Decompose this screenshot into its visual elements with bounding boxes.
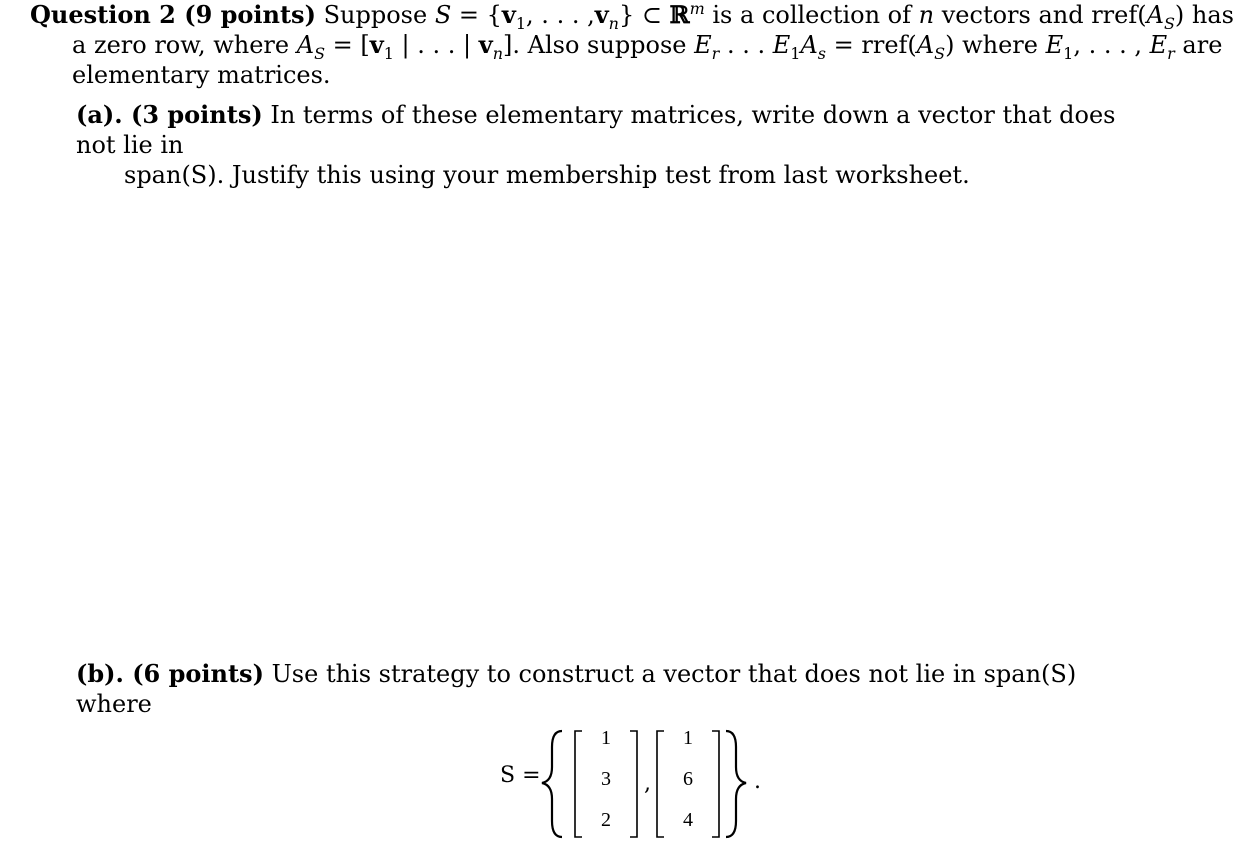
dimension-m: m (689, 0, 705, 18)
question-text-d: a zero row, where (72, 31, 297, 59)
question-label: Question 2 (9 points) (30, 0, 316, 29)
left-brace (542, 731, 562, 837)
v1-entry-3: 2 (601, 809, 611, 831)
question-line-3: elementary matrices. (72, 61, 331, 89)
question-statement (30, 0, 1234, 90)
question-line-2: a zero row, where $A_S = [v_1$ | . . . | $v_n$]. Also suppose $E_r$ . . . $E_1A_s$ = $rref(A_S)$ where $E_1$, . . . , $E_r$ are (72, 30, 1223, 63)
v2-entry-2: 6 (683, 768, 693, 790)
set-symbol: S (434, 1, 452, 29)
v1-left-bracket (575, 731, 582, 837)
set-lhs: S = (500, 763, 541, 788)
real-space-symbol: ℝ (669, 0, 690, 29)
question-text-b: vectors and rref( (934, 1, 1147, 29)
part-a (76, 100, 1146, 190)
set-brackets (496, 725, 776, 845)
part-b-label: (b). (6 points) (76, 659, 264, 688)
question-text-e: Also suppose (527, 31, 695, 59)
question-line-1: Question 2 (9 points) Suppose $S = \{v_1$, . . . $,v_n$} ⊂ ℝ$^m$ is a collection of n vectors and $rref(A_S)$ has (30, 0, 1234, 33)
v2-entry-3: 4 (683, 809, 693, 831)
question-intro: Suppose (323, 1, 428, 29)
a-symbol: A (1146, 1, 1164, 29)
vector-separator-comma: , (644, 771, 651, 796)
v2-left-bracket (657, 731, 664, 837)
ending-period: . (754, 769, 761, 794)
part-b-text: Use this strategy to construct a vector that does not lie in span(S) where (76, 660, 1077, 718)
v1-entry-1: 1 (601, 727, 611, 749)
n-symbol: n (918, 1, 935, 29)
s-subscript: S (1163, 13, 1175, 33)
question-text-g: ) where (945, 31, 1046, 59)
part-a-text-2: span(S). Justify this using your membership test from last worksheet. (124, 161, 970, 189)
set-equation (496, 725, 776, 845)
part-a-line-1 (76, 100, 1146, 160)
question-text-c: ) has (1174, 1, 1234, 29)
v2-right-bracket (712, 731, 719, 837)
right-brace (726, 731, 746, 837)
v1-right-bracket (630, 731, 637, 837)
question-text-a: is a collection of (704, 1, 919, 29)
question-text-h: are (1174, 31, 1223, 59)
part-b (76, 659, 1146, 719)
part-a-text-1: In terms of these elementary matrices, write down a vector that does not lie in (76, 101, 1116, 159)
v2-entry-1: 1 (683, 727, 693, 749)
v1-entry-2: 3 (601, 768, 611, 790)
part-a-label: (a). (3 points) (76, 100, 263, 129)
question-text-f: = rref( (826, 31, 917, 59)
